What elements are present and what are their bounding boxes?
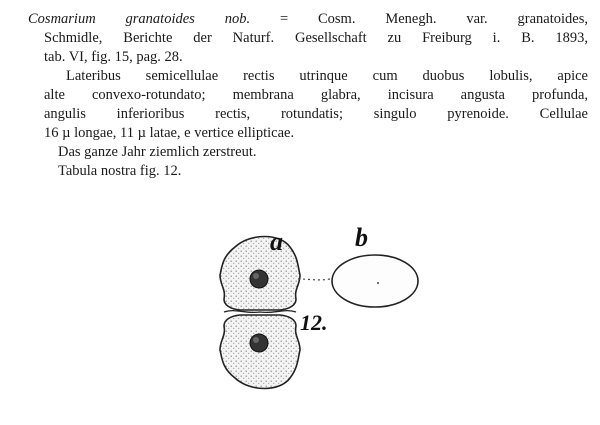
citation-line-1 [28,10,588,29]
species-name: Cosmarium granatoides nob. [28,11,251,27]
description-line-3: angulis inferioribus rectis, rotundatis; singulo pyrenoide. Cellulae [44,106,588,122]
description-line-4: 16 µ longae, 11 µ latae, e vertice ellipticae. [44,125,295,141]
citation-line-3: tab. VI, fig. 15, pag. 28. [44,49,183,65]
description-line-1: Lateribus semicellulae rectis utrinque cum duobus lobulis, apice [66,68,588,84]
cosmarium-drawing [140,215,440,415]
vertical-view-ellipse [332,255,418,307]
figure-label-a: a [270,227,283,256]
plate-reference: Tabula nostra fig. 12. [58,163,182,179]
occurrence-note: Das ganze Jahr ziemlich zerstreut. [58,144,257,160]
citation-line-2: Schmidle, Berichte der Naturf. Gesellschaft zu Freiburg i. B. 1893, [44,30,588,46]
figure-label-b: b [355,223,368,252]
lower-pyrenoid [250,334,268,352]
figure-number: 12. [300,310,328,335]
citation-reference: = Cosm. Menegh. var. granatoides, [279,11,589,27]
description-line-2: alte convexo-rotundato; membrana glabra, incisura angusta profunda, [44,87,588,103]
text-block [28,10,588,181]
cosmarium-illustration [140,215,440,415]
upper-pyrenoid [250,270,268,288]
